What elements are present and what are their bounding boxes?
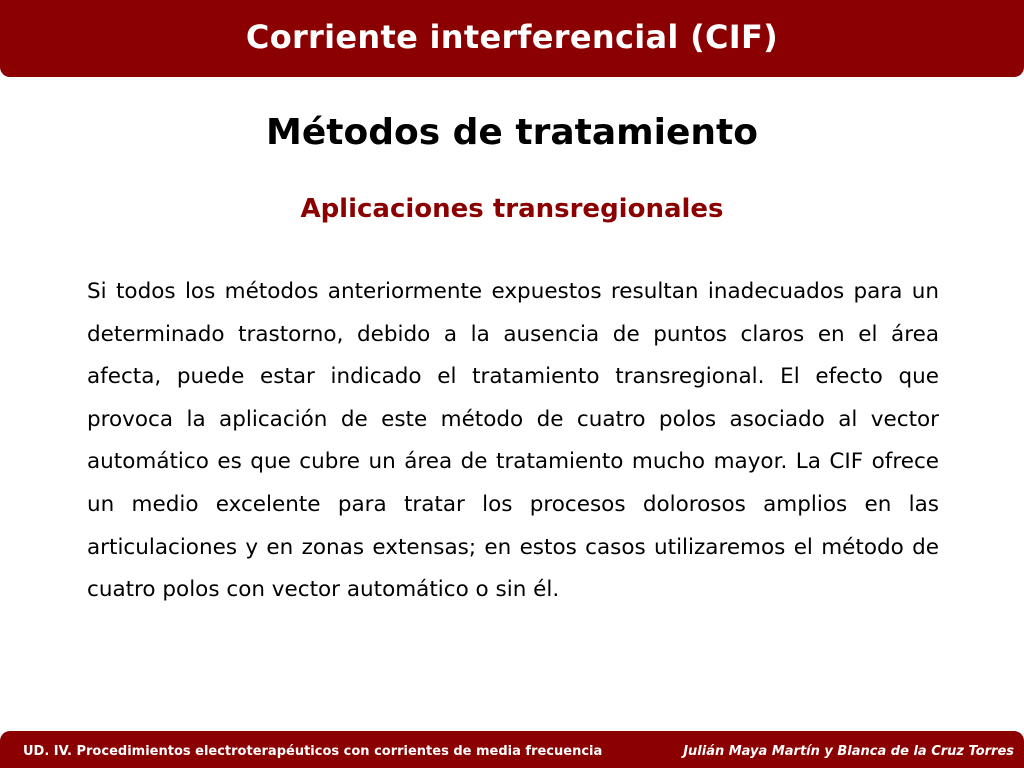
subsection-title: Aplicaciones transregionales [300, 194, 724, 224]
body-paragraph: Si todos los métodos anteriormente expuestos resultan inadecuados para un determinado trastorno, debido a la ausencia de puntos claros en el área afecta, puede estar indicado el tratamiento transregional. El efecto que provoca la aplicación de este método de cuatro polos asociado al vector automático es que cubre un área de tratamiento mucho mayor. La CIF ofrece un medio excelente para tratar los procesos dolorosos amplios en las articulaciones y en zonas extensas; en estos casos utilizaremos el método de cuatro polos con vector automático o sin él. [87, 279, 939, 603]
header-band [0, 0, 1024, 77]
footer-course-label: UD. IV. Procedimientos electroterapéuticos con corrientes de media frecuencia [23, 744, 603, 759]
slide-title: Corriente interferencial (CIF) [245, 17, 779, 56]
footer-authors: Julián Maya Martín y Blanca de la Cruz Torres [683, 744, 1014, 759]
section-title: Métodos de tratamiento [266, 112, 758, 153]
